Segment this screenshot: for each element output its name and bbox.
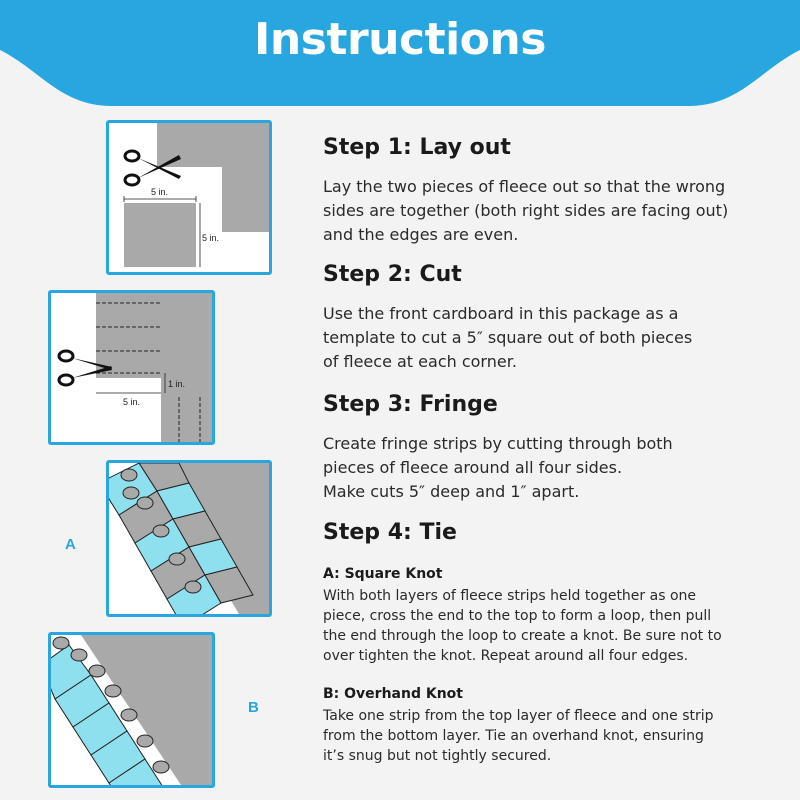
figure-overhand-knot xyxy=(48,632,215,788)
figure-square-knot xyxy=(106,460,272,617)
figure-label-a: A xyxy=(65,536,76,553)
header-banner xyxy=(0,0,800,112)
knot-a-body xyxy=(323,586,793,666)
step-2-title: Step 2: Cut xyxy=(323,262,462,287)
knot-b-line: from the bottom layer. Tie an overhand knot, ensuring xyxy=(323,728,704,744)
figure-lay-out xyxy=(106,120,272,275)
step-2-body xyxy=(323,302,783,374)
height-dimension-label: 5 in. xyxy=(202,233,220,243)
figure-label-b: B xyxy=(248,699,259,716)
step-3-title: Step 3: Fringe xyxy=(323,392,498,417)
square-template-shape xyxy=(124,203,196,267)
step-2-line: template to cut a 5″ square out of both pieces xyxy=(323,328,693,347)
knot-a-line: over tighten the knot. Repeat around all four edges. xyxy=(323,648,689,664)
step-2-line: of fleece at each corner. xyxy=(323,352,517,371)
knot-a-line: piece, cross the end to the top to form a loop, then pull xyxy=(323,608,712,624)
step-1-title: Step 1: Lay out xyxy=(323,135,511,160)
knot-a-line: the end through the loop to create a knot. Be sure not to xyxy=(323,628,722,644)
knot-b-line: Take one strip from the top layer of fleece and one strip xyxy=(323,708,714,724)
width-dimension-label: 5 in. xyxy=(123,397,141,407)
figure-cut xyxy=(48,290,215,445)
step-3-body xyxy=(323,432,783,504)
page-title: Instructions xyxy=(254,14,546,65)
step-1-line: and the edges are even. xyxy=(323,225,519,244)
step-1-body xyxy=(323,175,783,247)
depth-dimension-label: 1 in. xyxy=(168,379,186,389)
knot-b-line: it’s snug but not tightly secured. xyxy=(323,748,552,764)
step-3-line: pieces of fleece around all four sides. xyxy=(323,458,623,477)
step-4-title: Step 4: Tie xyxy=(323,520,457,545)
width-dimension-label: 5 in. xyxy=(151,187,169,197)
step-1-line: sides are together (both right sides are facing out) xyxy=(323,201,729,220)
step-2-line: Use the front cardboard in this package as a xyxy=(323,304,679,323)
step-3-line: Make cuts 5″ deep and 1″ apart. xyxy=(323,482,580,501)
step-1-line: Lay the two pieces of fleece out so that the wrong xyxy=(323,177,726,196)
knot-a-title: A: Square Knot xyxy=(323,566,443,582)
step-3-line: Create fringe strips by cutting through both xyxy=(323,434,673,453)
knot-b-title: B: Overhand Knot xyxy=(323,686,463,702)
knot-b-body xyxy=(323,706,793,766)
knot-a-line: With both layers of fleece strips held together as one xyxy=(323,588,697,604)
fleece-fringe-shape xyxy=(96,293,212,442)
